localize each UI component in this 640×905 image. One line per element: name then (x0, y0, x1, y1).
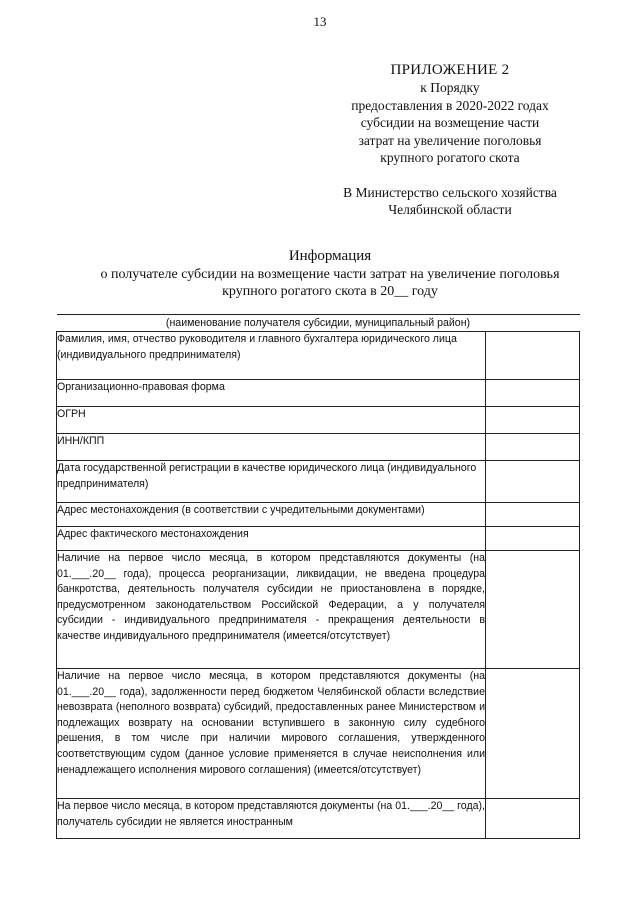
addressee-line: Челябинской области (388, 202, 512, 217)
row-label: Дата государственной регистрации в качестве юридического лица (индивидуального предпринимателя) (57, 461, 486, 503)
addressee-block (320, 184, 580, 218)
table-row (57, 332, 580, 380)
row-label: ОГРН (57, 407, 486, 434)
row-label: На первое число месяца, в котором представляются документы (на 01.___.20__ года), получатель субсидии не является иностранным (57, 799, 486, 839)
row-label: Организационно-правовая форма (57, 380, 486, 407)
appendix-line: к Порядку (420, 80, 480, 96)
title-line-2: о получателе субсидии на возмещение части затрат на увеличение поголовья (100, 266, 560, 282)
appendix-line: предоставления в 2020-2022 годах (351, 97, 549, 113)
table-row (57, 380, 580, 407)
table-row (57, 551, 580, 669)
table-row (57, 434, 580, 461)
table-row (57, 503, 580, 527)
title-line-1: Информация (288, 248, 372, 264)
table-row (57, 407, 580, 434)
table-row (57, 799, 580, 839)
appendix-block (330, 62, 570, 166)
table-row (57, 669, 580, 799)
page-number: 13 (313, 14, 327, 29)
table-row (57, 527, 580, 551)
row-value-field[interactable] (486, 527, 580, 551)
appendix-line: субсидии на возмещение части (360, 115, 540, 131)
table-row (57, 461, 580, 503)
row-value-field[interactable] (486, 407, 580, 434)
addressee-line: В Министерство сельского хозяйства (343, 185, 557, 200)
row-value-field[interactable] (486, 380, 580, 407)
appendix-heading: ПРИЛОЖЕНИЕ 2 (390, 62, 510, 78)
info-table (56, 314, 580, 839)
row-label: ИНН/КПП (57, 434, 486, 461)
row-value-field[interactable] (486, 503, 580, 527)
row-value-field[interactable] (486, 669, 580, 799)
row-label: Наличие на первое число месяца, в котором представляются документы (на 01.___.20__ года), процесса реорганизации, ликвидации, не введена процедура банкротства, деятельность получателя субсидии не приостановлена в порядке, предусмотренном законодательством Российской Федерации, а у получателя субсидии - индивидуального предпринимателя - прекращения деятельности в качестве индивидуального предпринимателя (имеется/отсутствует) (57, 551, 486, 669)
appendix-line: крупного рогатого скота (380, 150, 520, 166)
appendix-line: затрат на увеличение поголовья (358, 132, 542, 148)
row-label: Наличие на первое число месяца, в котором представляются документы (на 01.___.20__ года), задолженности перед бюджетом Челябинской области вследствие невозврата (неполного возврата) субсидий, предоставленных ранее Министерством и подлежащих возврату на основании вступившего в законную силу судебного решения, в том числе при наличии мирового соглашения, утвержденного соответствующим судом (данное условие применяется в случае неисполнения или ненадлежащего исполнения мирового соглашения) (имеется/отсутствует) (57, 669, 486, 799)
recipient-caption: (наименование получателя субсидии, муниципальный район) (165, 317, 471, 329)
row-value-field[interactable] (486, 551, 580, 669)
title-line-3: крупного рогатого скота в 20__ году (222, 284, 438, 299)
row-label: Адрес местонахождения (в соответствии с учредительными документами) (57, 503, 486, 527)
row-value-field[interactable] (486, 332, 580, 380)
document-title (40, 248, 620, 301)
row-value-field[interactable] (486, 461, 580, 503)
recipient-caption-cell[interactable] (57, 315, 580, 332)
row-label: Фамилия, имя, отчество руководителя и главного бухгалтера юридического лица (индивидуального предпринимателя) (57, 332, 486, 380)
row-label: Адрес фактического местонахождения (57, 527, 486, 551)
row-value-field[interactable] (486, 799, 580, 839)
row-value-field[interactable] (486, 434, 580, 461)
